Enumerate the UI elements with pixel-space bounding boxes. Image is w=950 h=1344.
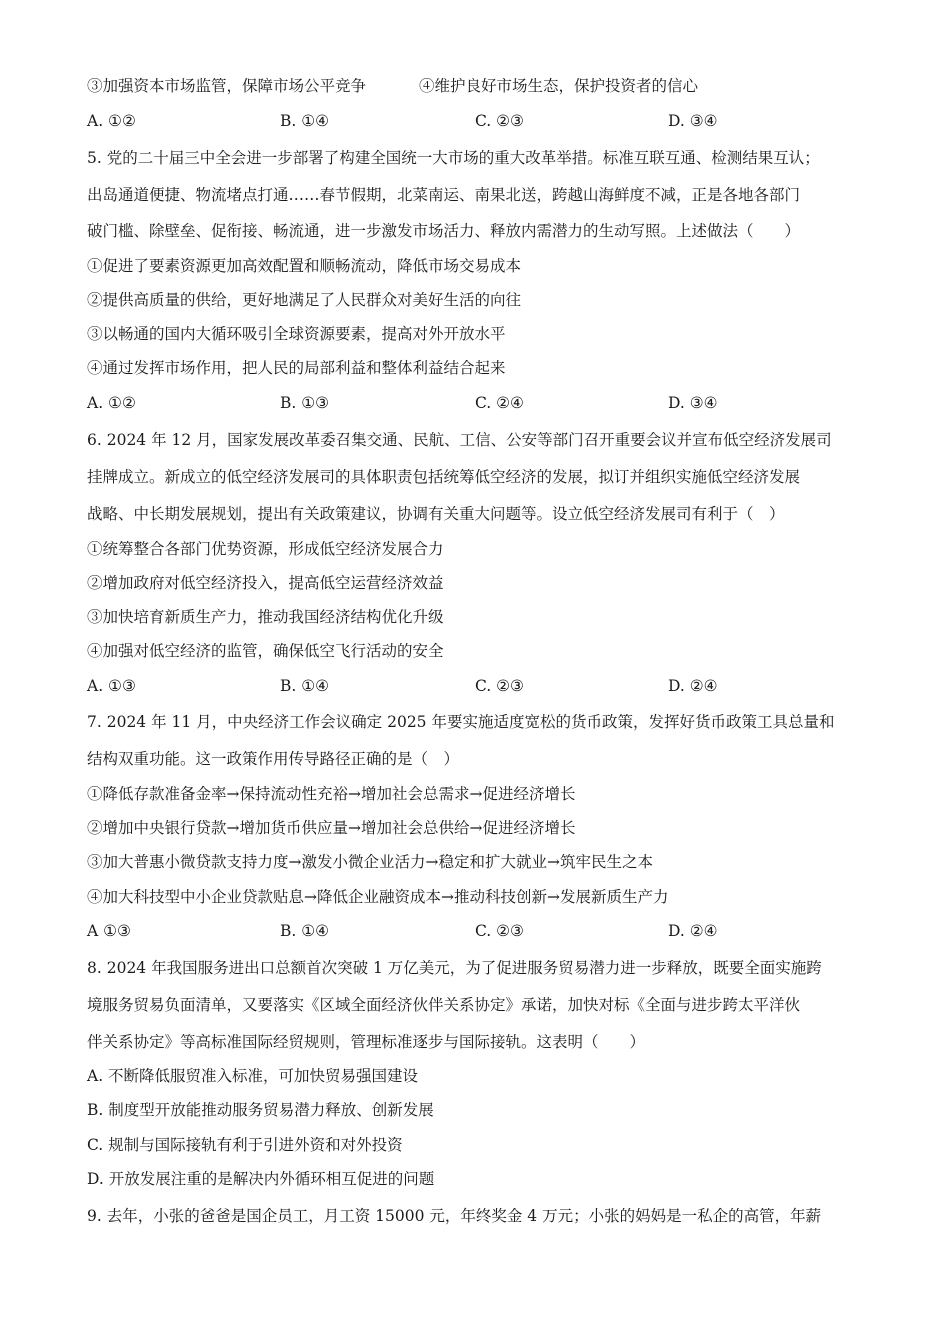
top-item-4: ④维护良好市场生态，保护投资者的信心 [419, 77, 699, 95]
top-item-3: ③加强资本市场监管，保障市场公平竞争 [87, 77, 367, 95]
q6-stem-line-1: 6. 2024 年 12 月，国家发展改革委召集交通、民航、工信、公安等部门召开重要会议并宣布低空经济发展司 [87, 431, 832, 449]
q8-choice-a: A. 不断降低服贸准入标准，可加快贸易强国建设 [87, 1067, 419, 1085]
q6-stem-line-3: 战略、中长期发展规划，提出有关政策建议，协调有关重大问题等。设立低空经济发展司有利于（ ） [87, 505, 785, 523]
q5-item-3: ③以畅通的国内大循环吸引全球资源要素，提高对外开放水平 [87, 325, 506, 343]
top-option-b: B. ①④ [280, 112, 330, 130]
q7-option-a: A ①③ [87, 922, 131, 940]
q5-stem-line-1: 5. 党的二十届三中全会进一步部署了构建全国统一大市场的重大改革举措。标准互联互通、检测结果互认； [87, 149, 820, 167]
q7-option-d: D. ②④ [668, 922, 718, 940]
q7-item-1: ①降低存款准备金率→保持流动性充裕→增加社会总需求→促进经济增长 [87, 785, 576, 803]
top-option-d: D. ③④ [668, 112, 718, 130]
q6-item-4: ④加强对低空经济的监管，确保低空飞行活动的安全 [87, 642, 444, 660]
q8-stem-line-3: 伴关系协定》等高标准国际经贸规则，管理标准逐步与国际接轨。这表明（ ） [87, 1033, 646, 1051]
top-option-c: C. ②③ [475, 112, 524, 130]
q6-stem-line-2: 挂牌成立。新成立的低空经济发展司的具体职责包括统筹低空经济的发展，拟订并组织实施低空经济发展 [87, 468, 801, 486]
q5-item-2: ②提供高质量的供给，更好地满足了人民群众对美好生活的向往 [87, 291, 522, 309]
top-option-a: A. ①② [87, 112, 136, 130]
q7-stem-line-1: 7. 2024 年 11 月，中央经济工作会议确定 2025 年要实施适度宽松的货币政策，发挥好货币政策工具总量和 [87, 713, 835, 731]
q8-stem-line-1: 8. 2024 年我国服务进出口总额首次突破 1 万亿美元，为了促进服务贸易潜力进一步释放，既要全面实施跨 [87, 959, 822, 977]
q6-option-c: C. ②③ [475, 677, 524, 695]
q6-option-d: D. ②④ [668, 677, 718, 695]
q5-option-b: B. ①③ [280, 394, 330, 412]
q6-item-2: ②增加政府对低空经济投入，提高低空运营经济效益 [87, 574, 444, 592]
q7-option-b: B. ①④ [280, 922, 330, 940]
q7-option-c: C. ②③ [475, 922, 524, 940]
q5-option-d: D. ③④ [668, 394, 718, 412]
q7-item-4: ④加大科技型中小企业贷款贴息→降低企业融资成本→推动科技创新→发展新质生产力 [87, 888, 669, 906]
q9-stem-line-1: 9. 去年，小张的爸爸是国企员工，月工资 15000 元，年终奖金 4 万元；小张的妈妈是一私企的高管，年薪 [87, 1207, 822, 1225]
q5-item-4: ④通过发挥市场作用，把人民的局部利益和整体利益结合起来 [87, 359, 506, 377]
q6-option-a: A. ①③ [87, 677, 136, 695]
q5-option-c: C. ②④ [475, 394, 524, 412]
q6-item-1: ①统筹整合各部门优势资源，形成低空经济发展合力 [87, 540, 444, 558]
q8-choice-c: C. 规制与国际接轨有利于引进外资和对外投资 [87, 1136, 403, 1154]
q8-stem-line-2: 境服务贸易负面清单，又要落实《区域全面经济伙伴关系协定》承诺，加快对标《全面与进步跨太平洋伙 [87, 996, 801, 1014]
q5-stem-line-2: 出岛通道便捷、物流堵点打通……春节假期，北菜南运、南果北送，跨越山海鲜度不减，正是各地各部门 [87, 186, 801, 204]
q8-choice-b: B. 制度型开放能推动服务贸易潜力释放、创新发展 [87, 1101, 434, 1119]
q5-stem-line-3: 破门槛、除壁垒、促衔接、畅流通，进一步激发市场活力、释放内需潜力的生动写照。上述做法（ ） [87, 222, 801, 240]
q7-item-3: ③加大普惠小微贷款支持力度→激发小微企业活力→稳定和扩大就业→筑牢民生之本 [87, 853, 653, 871]
q6-option-b: B. ①④ [280, 677, 330, 695]
q5-option-a: A. ①② [87, 394, 136, 412]
q5-item-1: ①促进了要素资源更加高效配置和顺畅流动，降低市场交易成本 [87, 257, 522, 275]
q8-choice-d: D. 开放发展注重的是解决内外循环相互促进的问题 [87, 1170, 435, 1188]
q6-item-3: ③加快培育新质生产力，推动我国经济结构优化升级 [87, 608, 444, 626]
q7-item-2: ②增加中央银行贷款→增加货币供应量→增加社会总供给→促进经济增长 [87, 819, 576, 837]
q7-stem-line-2: 结构双重功能。这一政策作用传导路径正确的是（ ） [87, 750, 460, 768]
